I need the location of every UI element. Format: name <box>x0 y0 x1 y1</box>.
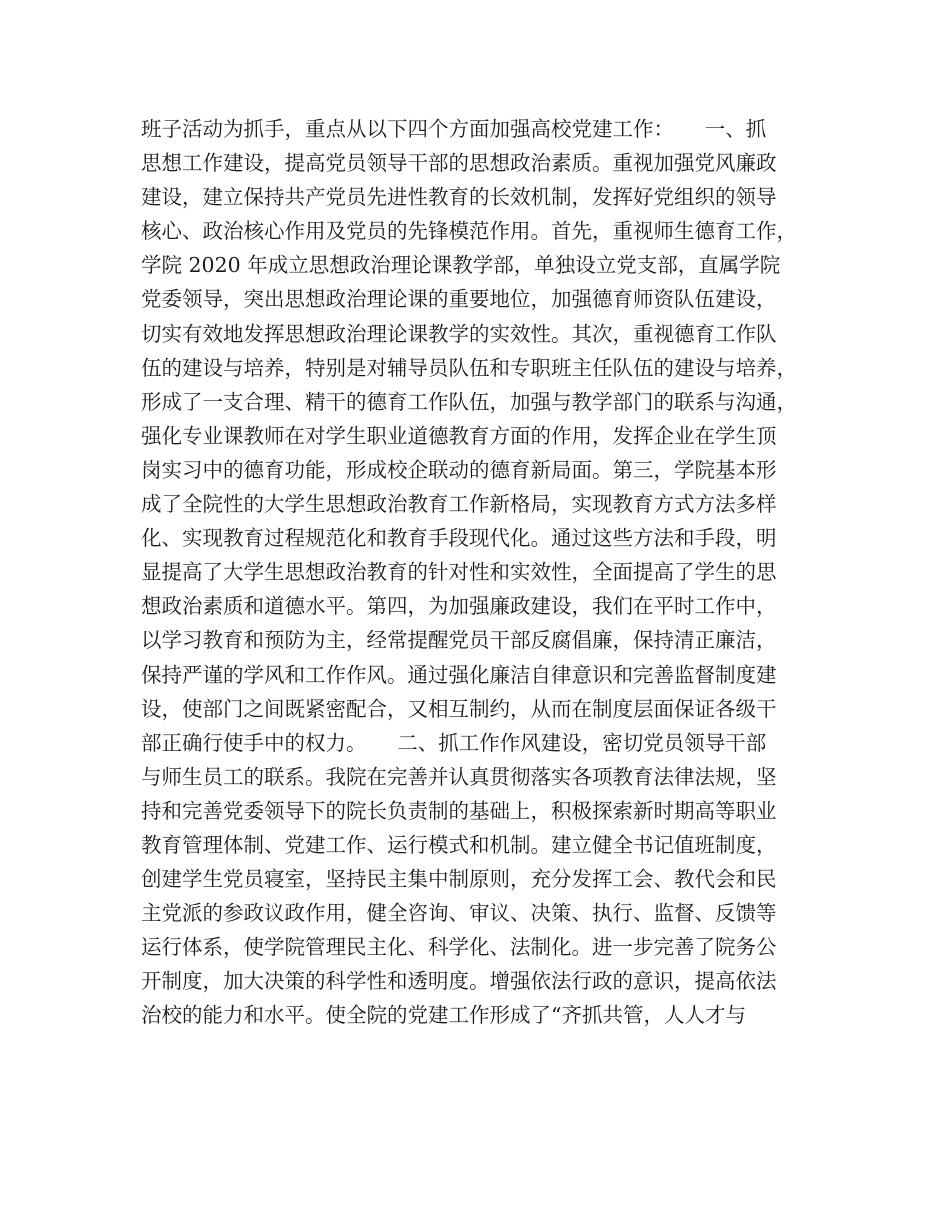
text-line: 化、实现教育过程规范化和教育手段现代化。通过这些方法和手段，明 <box>141 526 777 551</box>
text-line: 显提高了大学生思想政治教育的针对性和实效性，全面提高了学生的思 <box>141 560 777 585</box>
text-line: 成了全院性的大学生思想政治教育工作新格局，实现教育方式方法多样 <box>141 492 777 517</box>
text-line: 教育管理体制、党建工作、运行模式和机制。建立健全书记值班制度， <box>141 832 777 857</box>
text-line: 以学习教育和预防为主，经常提醒党员干部反腐倡廉，保持清正廉洁， <box>141 628 777 653</box>
text-line: 班子活动为抓手，重点从以下四个方面加强高校党建工作： 一、抓 <box>141 117 767 141</box>
text-line: 学院 2020 年成立思想政治理论课教学部，单独设立党支部，直属学院 <box>141 253 781 278</box>
text-line: 持和完善党委领导下的院长负责制的基础上，积极探索新时期高等职业 <box>141 798 777 823</box>
text-line: 创建学生党员寝室，坚持民主集中制原则，充分发挥工会、教代会和民 <box>141 867 777 892</box>
text-line: 与师生员工的联系。我院在完善并认真贯彻落实各项教育法律法规，坚 <box>141 764 777 789</box>
text-line: 运行体系，使学院管理民主化、科学化、法制化。进一步完善了院务公 <box>141 935 777 960</box>
text-line: 核心、政治核心作用及党员的先锋模范作用。首先，重视师生德育工作， <box>141 219 797 244</box>
text-line: 治校的能力和水平。使全院的党建工作形成了“齐抓共管，人人才与 <box>141 1003 746 1028</box>
text-line: 强化专业课教师在对学生职业道德教育方面的作用，发挥企业在学生顶 <box>141 423 777 448</box>
text-line: 岗实习中的德育功能，形成校企联动的德育新局面。第三，学院基本形 <box>141 457 777 482</box>
text-line: 伍的建设与培养，特别是对辅导员队伍和专职班主任队伍的建设与培养， <box>141 355 797 380</box>
text-line: 思想工作建设，提高党员领导干部的思想政治素质。重视加强党风廉政 <box>141 151 777 176</box>
text-line: 部正确行使手中的权力。 二、抓工作作风建设，密切党员领导干部 <box>141 730 767 755</box>
text-line: 形成了一支合理、精干的德育工作队伍，加强与教学部门的联系与沟通， <box>141 389 797 414</box>
text-line: 建设，建立保持共产党员先进性教育的长效机制，发挥好党组织的领导 <box>141 185 777 210</box>
text-line: 开制度，加大决策的科学性和透明度。增强依法行政的意识，提高依法 <box>141 969 777 994</box>
body-text <box>141 112 831 1033</box>
text-line: 保持严谨的学风和工作作风。通过强化廉洁自律意识和完善监督制度建 <box>141 662 777 687</box>
text-line: 设，使部门之间既紧密配合，又相互制约，从而在制度层面保证各级干 <box>141 696 777 721</box>
text-line: 党委领导，突出思想政治理论课的重要地位，加强德育师资队伍建设， <box>141 287 777 312</box>
text-line: 切实有效地发挥思想政治理论课教学的实效性。其次，重视德育工作队 <box>141 321 777 346</box>
text-line: 主党派的参政议政作用，健全咨询、审议、决策、执行、监督、反馈等 <box>141 901 777 926</box>
text-line: 想政治素质和道德水平。第四，为加强廉政建设，我们在平时工作中， <box>141 594 777 619</box>
